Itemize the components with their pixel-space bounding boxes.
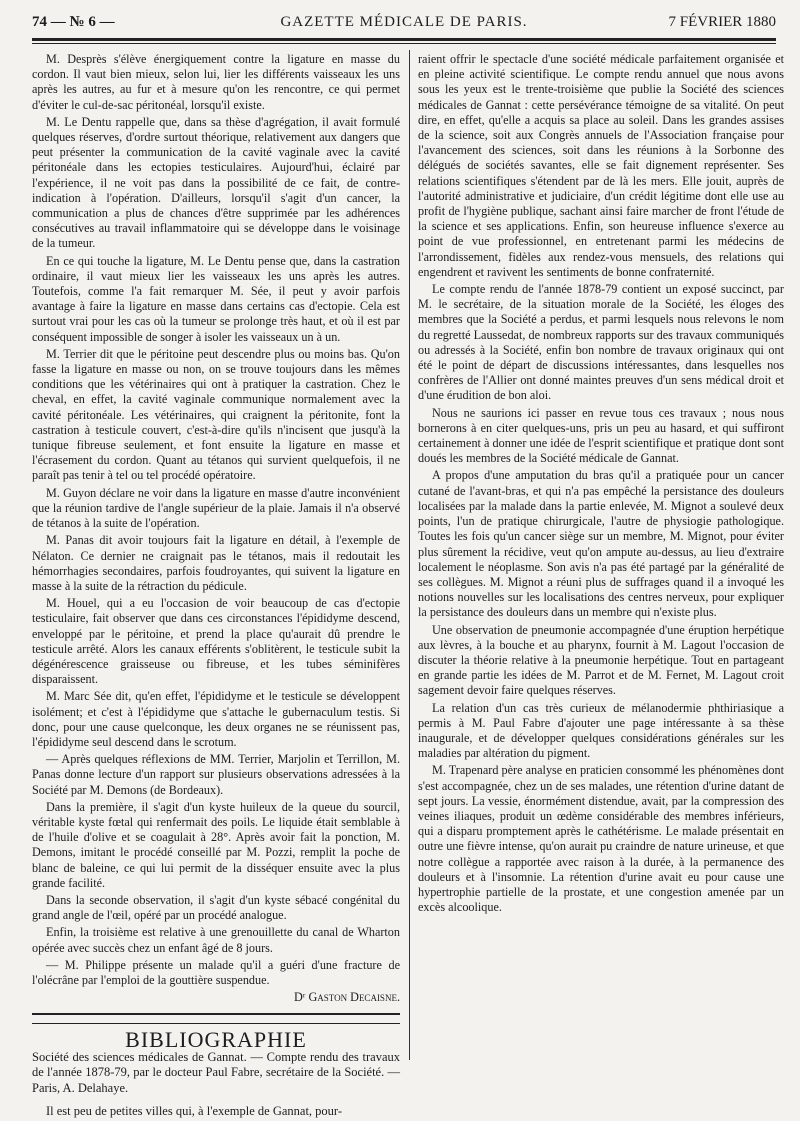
column-divider <box>409 50 410 1060</box>
paragraph: Enfin, la troisième est relative à une grenouillette du canal de Wharton opérée avec succès chez un enfant âgé de 8 jours. <box>32 925 400 955</box>
page-header <box>32 10 776 40</box>
paragraph: Dans la seconde observation, il s'agit d'un kyste sébacé congénital du grand angle de l'œil, opéré par un procédé analogue. <box>32 892 400 923</box>
paragraph: M. Terrier dit que le péritoine peut descendre plus ou moins bas. Qu'on fasse la ligature en masse ou non, on se trouve toujours dans les mêmes conditions que les vétérinaires qui ont à pratiquer la castration. Chez le cheval, en effet, la cavité vaginale communique normalement avec la cavité péritonéale. Les vétérinaires, qui craignent la péritonite, font la castration à testicule couvert, c'est-à-dire qu'ils n'incisent que jusqu'à la tunique fibreuse seulement, et font ensuite la ligature en masse et l'écrasement du cordon. Quant au tétanos qui survient quelquefois, il ne paraît pas tenir à tel ou tel procédé opératoire. <box>32 346 400 483</box>
paragraph: M. Desprès s'élève énergiquement contre la ligature en masse du cordon. Il vaut bien mieux, selon lui, lier les différents vaisseaux les uns après les autres, au fur et à mesure qu'on les rencontre, ce qui permet d'éviter le cul-de-sac péritonéal, lorsqu'il existe. <box>32 52 400 112</box>
left-column <box>32 52 400 1121</box>
paragraph: Une observation de pneumonie accompagnée d'une éruption herpétique aux lèvres, à la bouche et au pharynx, fournit à M. Lagout l'occasion de discuter la théorie relative à la pneumonie herpétique. Tout en partageant en grande partie les idées de M. Parrot et de M. Fernet, M. Lagout croit sagement devoir faire quelques réserves. <box>418 622 784 698</box>
bibliography-reference: Société des sciences médicales de Gannat. — Compte rendu des travaux de l'année 1878-79, par le docteur Paul Fabre, secrétaire de la Société. — Paris, A. Delahaye. <box>32 1049 400 1095</box>
paragraph: M. Marc Sée dit, qu'en effet, l'épididyme et le testicule se développent isolément; et c'est à l'épididyme que s'attache le gubernaculum testis. Si donc, pour une cause quelconque, les deux organes ne se réunissent pas, l'épididyme seul descend dans le scrotum. <box>32 689 400 749</box>
journal-title: GAZETTE MÉDICALE DE PARIS. <box>280 14 528 30</box>
paragraph: — M. Philippe présente un malade qu'il a guéri d'une fracture de l'olécrâne par l'emploi de la gouttière suspendue. <box>32 957 400 987</box>
paragraph: Dans la première, il s'agit d'un kyste huileux de la queue du sourcil, véritable kyste fœtal qui renfermait des poils. Le liquide était semblable à de l'huile d'olive et se coagulait à 28°. Après avoir fait la ponction, M. Demons, imitant le procédé conseillé par M. Pozzi, remplit la poche de blanc de baleine, ce qui lui permit de la disséquer ensuite avec la plus grande facilité. <box>32 799 400 890</box>
page-number: 74 — № 6 — <box>32 14 115 30</box>
paragraph: M. Le Dentu rappelle que, dans sa thèse d'agrégation, il avait formulé quelques réserves, d'ordre surtout théorique, relativement aux dangers que peut présenter la communication de la cavité vaginale avec la cavité péritonéale dans les ectopies testiculaires. Aujourd'hui, éclairé par l'expérience, il ne voit pas dans la possibilité de ce fait, de contre-indication à l'opération. D'ailleurs, lorsqu'il s'agit d'un cancer, la communication a plus de chances d'être supprimée par les adhérences consécutives au travail inflammatoire qui se développe dans le voisinage de la tumeur. <box>32 114 400 251</box>
paragraph: — Après quelques réflexions de MM. Terrier, Marjolin et Terrillon, M. Panas donne lecture d'un rapport sur plusieurs observations adressées à la Société par M. Demons (de Bordeaux). <box>32 752 400 797</box>
paragraph: M. Trapenard père analyse en praticien consommé les phénomènes dont s'est accompagnée, chez un de ses malades, une rétention d'urine datant de sept jours. La vessie, énormément distendue, avait, par la compression des veines iliaques, produit un œdème considérable des membres inférieurs, qui a disparu promptement après le cathétérisme. Le malade présentait en outre une fièvre intense, qu'on aurait pu craindre de nature urineuse, et que notre collègue a rapportée avec raison à la durée, à la permanence des douleurs et à l'insomnie. La rétention d'urine avait eu pour cause une hypertrophie partielle de la prostate, et une congestion amenée par un excès alcoolique. <box>418 763 784 915</box>
paragraph: M. Houel, qui a eu l'occasion de voir beaucoup de cas d'ectopie testiculaire, fait observer que dans ces circonstances l'épididyme descend, enveloppé par le péritoine, et prend la place qu'aurait dû prendre le testicule arrêté. Alors les canaux efférents s'oblitèrent, le testicule subit la dégénérescence graisseuse ou fibreuse, et les tubes séminifères disparaissent. <box>32 596 400 687</box>
header-rule-thick <box>32 38 776 41</box>
issue-date: 7 FÉVRIER 1880 <box>668 14 776 30</box>
paragraph: La relation d'un cas très curieux de mélanodermie phthiriasique a permis à M. Paul Fabre d'ajouter une page intéressante à sa thèse inaugurale, et de développer quelques considérations générales sur les maladies par altération du pigment. <box>418 700 784 761</box>
paragraph: Le compte rendu de l'année 1878-79 contient un exposé succinct, par M. le secrétaire, de la situation morale de la Société, les éloges des membres que la Société a perdus, et parmi lesquels nous relevons le nom du regretté Laussedat, de nombreux rapports sur des travaux communiqués ou adressés à la Société, enfin bon nombre de travaux originaux qui ont été le point de départ de discussions intéressantes, dans lesquelles nos confrères de l'Allier ont donné maintes preuves d'un sens médical droit et d'une érudition de bon aloi. <box>418 282 784 403</box>
paragraph: M. Guyon déclare ne voir dans la ligature en masse d'autre inconvénient que la réunion tardive de l'angle supérieur de la plaie. Jamais il n'a observé de tétanos à la suite de l'opération. <box>32 485 400 531</box>
paragraph: raient offrir le spectacle d'une société médicale parfaitement organisée et en pleine activité scientifique. Le compte rendu annuel que nous avons sous les yeux est le trente-troisième que publie la Société des sciences médicales de Gannat : cette persévérance témoigne de sa vitalité. On peut dire, en effet, qu'elle a acquis sa place au soleil. Dans les grandes assises de la science, soit aux Congrès annuels de l'Association française pour l'avancement des sciences, soit dans les réunions à la Sorbonne des délégués de sociétés savantes, elle se fait dignement représenter. Ses relations scientifiques s'étendent par de là les mers. Elle jouit, auprès de l'autorité administrative et judiciaire, d'un crédit légitime dont elle use au profit de l'hygiène publique, sachant ainsi faire marcher de front l'étude de la science et ses applications. Enfin, son heureuse influence s'exerce au point de vue professionnel, en entretenant parmi les médecins de l'arrondissement, fidèles aux rendez-vous mensuels, des relations qui engendrent et ravivent les sentiments de bonne confraternité. <box>418 52 784 279</box>
paragraph: A propos d'une amputation du bras qu'il a pratiquée pour un cancer cutané de l'avant-bras, et qui n'a pas empêché la persistance des douleurs localisées par la malade dans la partie enlevée, M. Mignot a soulevé deux points, l'un de pratique chirurgicale, l'autre de physiogie pathologique. Toutes les fois qu'un cancer siège sur un membre, M. Mignot, pour éviter plus sûrement la récidive, veut qu'on ampute au-dessus, au lieu d'extraire localement le néoplasme. Son avis n'a pas été partagé par la généralité de ses collègues. M. Mignot a réuni plus de suffrages quand il a invoqué les notions nouvelles sur les localisations des centres nerveux, pour expliquer la persistance des douleurs dans un membre qui n'existe plus. <box>418 468 784 620</box>
section-rule-thin <box>32 1023 400 1024</box>
bibliography-heading: BIBLIOGRAPHIE <box>125 1027 307 1053</box>
paragraph: En ce qui touche la ligature, M. Le Dentu pense que, dans la castration ordinaire, il vaut mieux lier les vaisseaux les uns après les autres. Toutefois, comme l'a fait remarquer M. Sée, il peut y avoir parfois avantage à faire la ligature en masse dans certains cas d'ectopie. Cela est surtout vrai pour les cas où la tumeur se prolonge très haut, et où il est par conséquent impossible de songer à isoler les vaisseaux un à un. <box>32 253 400 344</box>
section-rule <box>32 1013 400 1015</box>
right-column <box>418 52 784 917</box>
paragraph: Il est peu de petites villes qui, à l'exemple de Gannat, pour- <box>46 1104 343 1119</box>
header-rule-thin <box>32 43 776 44</box>
author-signature: Dʳ Gaston Decaisne. <box>293 990 400 1005</box>
paragraph: M. Panas dit avoir toujours fait la ligature en détail, à l'exemple de Nélaton. Ce dernier ne craignait pas le tétanos, mais il redoutait les hémorrhagies secondaires, parfois foudroyantes, qui suivent la ligature en masse à la suite de la rétraction du pédicule. <box>32 533 400 593</box>
paragraph: Nous ne saurions ici passer en revue tous ces travaux ; nous nous bornerons à en citer quelques-uns, pris un peu au hasard, et qui suffiront certainement à donner une idée de l'esprit scientifique et pratique dont sont doués les membres de la Société médicale de Gannat. <box>418 405 784 466</box>
